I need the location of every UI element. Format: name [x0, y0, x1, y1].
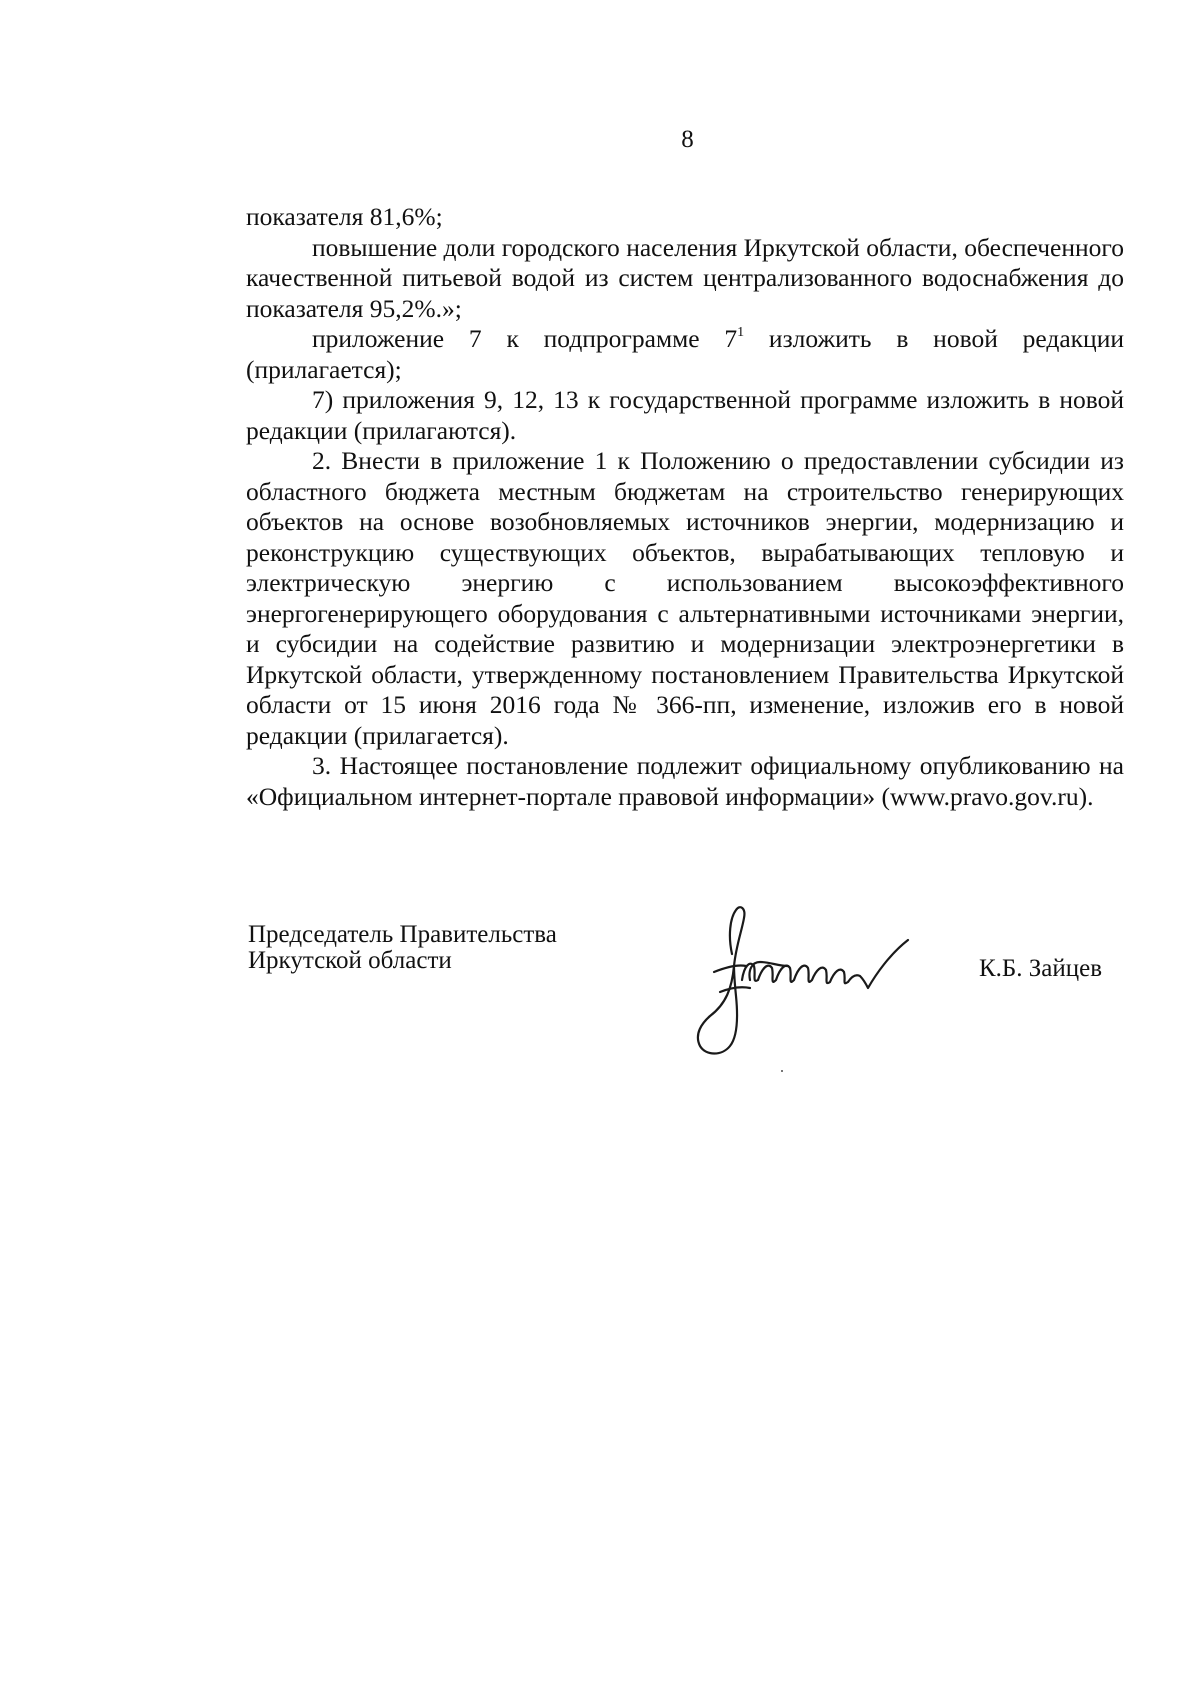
paragraph-2: повышение доли городского населения Иркутской области, обеспеченного качественной питьевой водой из систем централизованного водоснабжения до показателя 95,2%.»;	[246, 232, 1124, 323]
signatory-position-line-2: Иркутской области	[248, 947, 452, 974]
paragraph-3-text-before: приложение 7 к подпрограмме 7	[312, 324, 738, 353]
paragraph-4: 7) приложения 9, 12, 13 к государственной программе изложить в новой редакции (прилагаются).	[246, 385, 1124, 445]
superscript: 1	[737, 325, 745, 340]
handwritten-signature	[680, 896, 930, 1056]
signatory-position-line-1: Председатель Правительства	[248, 921, 557, 948]
signatory-position	[248, 922, 557, 974]
paragraph-5: 2. Внести в приложение 1 к Положению о предоставлении субсидии из областного бюджета местным бюджетам на строительство генерирующих объектов на основе возобновляемых источников энергии, модернизацию и реконструкцию существующих объектов, вырабатывающих тепловую и электрическую энергию с использованием высокоэффективного энергогенерирующего оборудования с альтернативными источниками энергии, и субсидии на содействие развитию и модернизации электроэнергетики в Иркутской области, утвержденному постановлением Правительства Иркутской области от 15 июня 2016 года № 366-пп, изменение, изложив его в новой редакции (прилагается).	[246, 446, 1124, 750]
paragraph-1: показателя 81,6%;	[246, 202, 443, 231]
paragraph-3	[246, 324, 1124, 385]
page-number: 8	[681, 126, 694, 153]
document-body	[246, 202, 1124, 812]
scan-speck	[781, 1070, 783, 1072]
signatory-name: К.Б. Зайцев	[979, 955, 1103, 982]
paragraph-6: 3. Настоящее постановление подлежит официальному опубликованию на «Официальном интернет-портале правовой информации» (www.pravo.gov.ru).	[246, 751, 1124, 811]
paragraph-3-text-after: изложить в новой редакции (прилагается);	[246, 324, 1125, 384]
